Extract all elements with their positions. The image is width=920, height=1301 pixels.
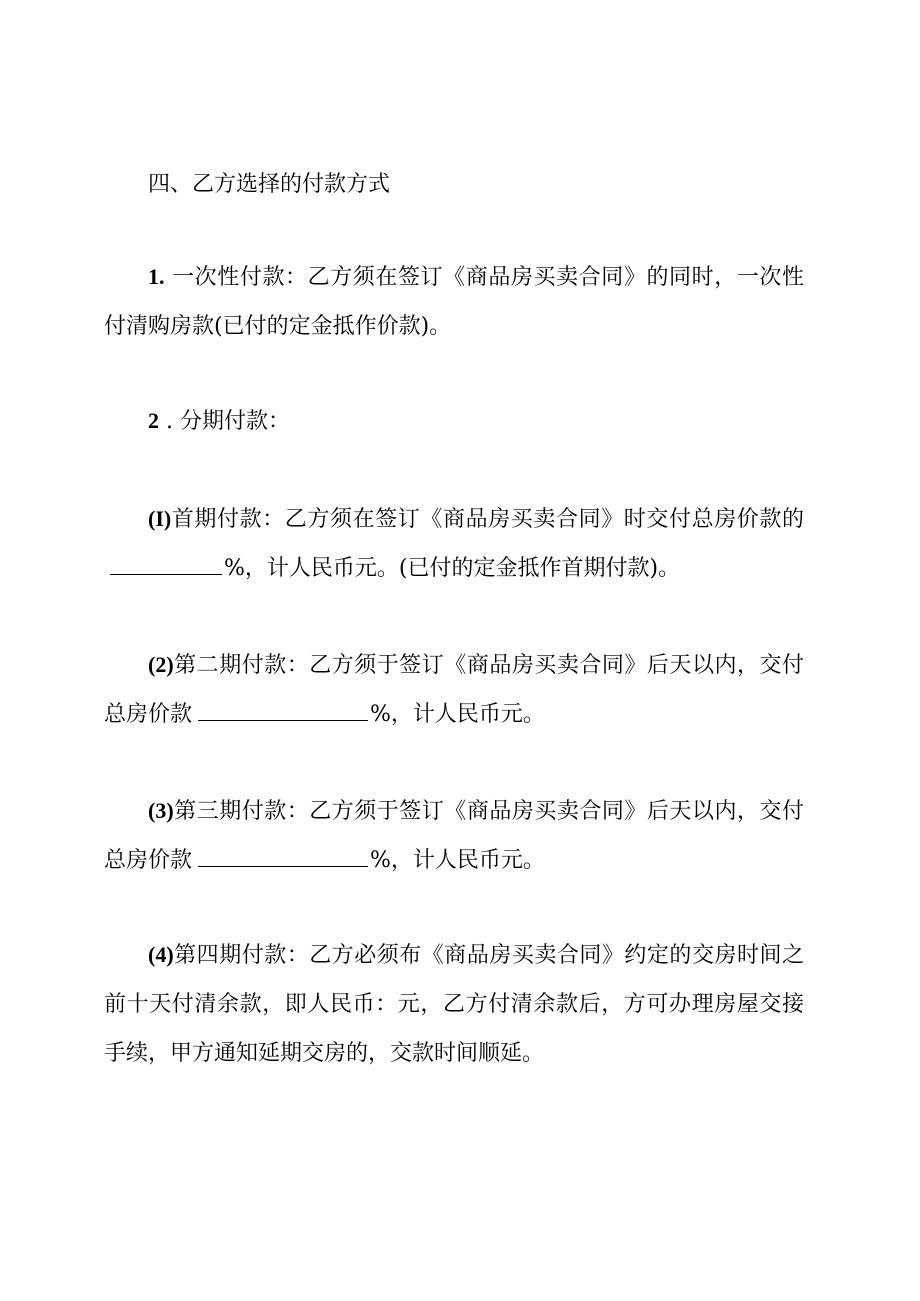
item-2-installment-payment xyxy=(104,396,804,446)
sub-item-3-number: (3) xyxy=(148,798,174,823)
item-1-text: 一次性付款：乙方须在签订《商品房买卖合同》的同时，一次性付清购房款(已付的定金抵作价款)。 xyxy=(104,265,804,339)
sub-item-3-text-after: %，计人民币元。 xyxy=(370,848,545,873)
section-title xyxy=(104,160,804,209)
item-2-number: 2 xyxy=(148,408,159,433)
sub-item-1-blank xyxy=(110,556,222,575)
sub-item-2-text-after: %，计人民币元。 xyxy=(370,702,545,727)
sub-item-3-third-payment xyxy=(104,786,804,885)
sub-item-2-number: (2) xyxy=(148,652,174,677)
sub-item-2-blank xyxy=(198,702,368,721)
sub-item-3-blank xyxy=(198,848,368,867)
sub-item-1-text-after: %，计人民币元。(已付的定金抵作首期付款)。 xyxy=(224,556,681,581)
item-1-number: 1. xyxy=(148,264,165,289)
sub-item-3-text-before: 第三期付款：乙方须于签订《商品房买卖合同》后天以内，交付总房价款 xyxy=(104,799,804,873)
sub-item-1-number: (I) xyxy=(148,506,172,531)
sub-item-2-second-payment xyxy=(104,640,804,739)
sub-item-4-text: 第四期付款：乙方必须布《商品房买卖合同》约定的交房时间之前十天付清余款，即人民币：元，乙方付清余款后，方可办理房屋交接手续，甲方通知延期交房的，交款时间顺延。 xyxy=(104,943,804,1066)
sub-item-2-text-before: 第二期付款：乙方须于签订《商品房买卖合同》后天以内，交付总房价款 xyxy=(104,653,804,727)
item-2-text: . 分期付款： xyxy=(159,409,290,434)
sub-item-4-fourth-payment xyxy=(104,930,804,1078)
section-title-text: 四、乙方选择的付款方式 xyxy=(148,172,391,197)
sub-item-1-first-payment xyxy=(104,494,804,593)
sub-item-1-text-before: 首期付款：乙方须在签订《商品房买卖合同》时交付总房价款的 xyxy=(171,507,804,532)
item-1-one-time-payment xyxy=(104,252,804,351)
sub-item-4-number: (4) xyxy=(148,942,174,967)
